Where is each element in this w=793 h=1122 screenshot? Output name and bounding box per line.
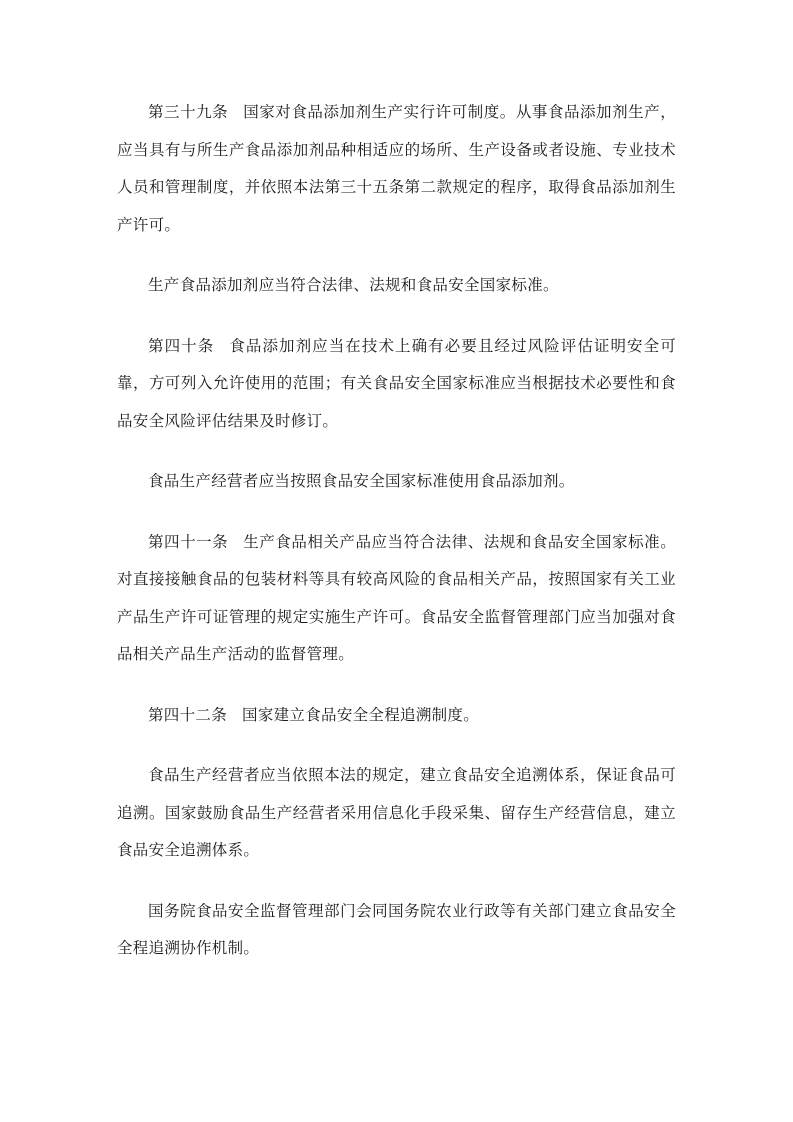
article-number: 第四十条	[148, 336, 215, 355]
paragraph-text: 食品生产经营者应当依照本法的规定，建立食品安全追溯体系，保证食品可追溯。国家鼓励食品生产经营者采用信息化手段采集、留存生产经营信息，建立食品安全追溯体系。	[117, 766, 676, 859]
paragraph-article-42-clause-3	[117, 893, 676, 968]
article-number: 第三十九条	[148, 103, 229, 121]
document-body	[117, 94, 676, 991]
paragraph-article-40-clause-2	[117, 463, 676, 501]
article-number: 第四十一条	[148, 532, 229, 551]
paragraph-text: 食品生产经营者应当按照食品安全国家标准使用食品添加剂。	[148, 472, 575, 490]
paragraph-article-41	[117, 524, 676, 674]
paragraph-text: 生产食品相关产品应当符合法律、法规和食品安全国家标准。对直接接触食品的包装材料等具有较高风险的食品相关产品，按照国家有关工业产品生产许可证管理的规定实施生产许可。食品安全监督管理部门应当加强对食品相关产品生产活动的监督管理。	[117, 532, 676, 663]
paragraph-article-40	[117, 328, 676, 441]
paragraph-text: 国务院食品安全监督管理部门会同国务院农业行政等有关部门建立食品安全全程追溯协作机制。	[117, 901, 676, 957]
article-number: 第四十二条	[148, 705, 228, 724]
paragraph-text: 生产食品添加剂应当符合法律、法规和食品安全国家标准。	[148, 276, 559, 294]
paragraph-article-39-clause-2	[117, 267, 676, 305]
paragraph-text: 食品添加剂应当在技术上确有必要且经过风险评估证明安全可靠，方可列入允许使用的范围；有关食品安全国家标准应当根据技术必要性和食品安全风险评估结果及时修订。	[117, 336, 676, 430]
paragraph-text: 国家对食品添加剂生产实行许可制度。从事食品添加剂生产，应当具有与所生产食品添加剂品种相适应的场所、生产设备或者设施、专业技术人员和管理制度，并依照本法第三十五条第二款规定的程序，取得食品添加剂生产许可。	[117, 103, 676, 234]
paragraph-article-42	[117, 697, 676, 735]
paragraph-article-42-clause-2	[117, 757, 676, 870]
paragraph-text: 国家建立食品安全全程追溯制度。	[242, 705, 480, 724]
paragraph-article-39	[117, 94, 676, 244]
